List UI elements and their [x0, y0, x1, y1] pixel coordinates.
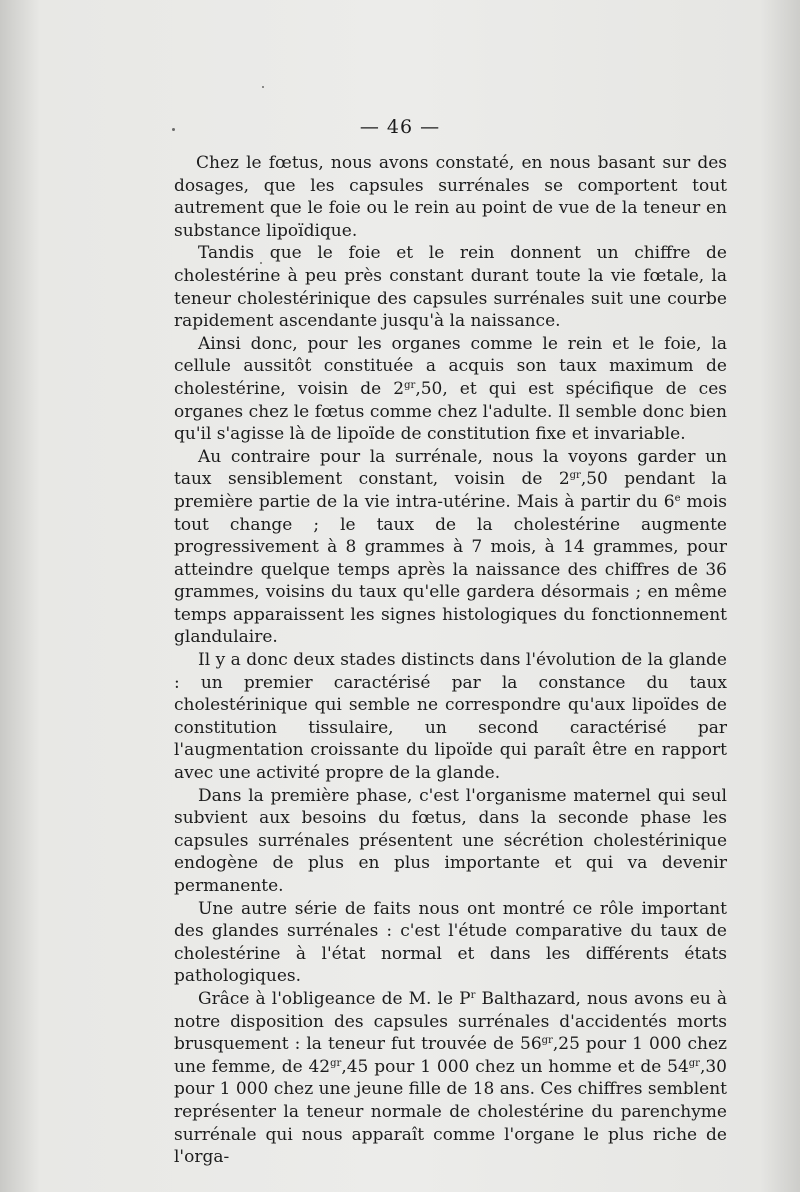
paragraph: Chez le fœtus, nous avons constaté, en nous basant sur des dosages, que les capsules surrénales se comportent tout autrement que le foie ou le rein au point de vue de la teneur en substance lipoïdique.: [174, 153, 727, 241]
paragraph: Une autre série de faits nous ont montré ce rôle important des glandes surrénales : c'est l'étude comparative du taux de cholestérine à l'état normal et dans les différents états pathologiques.: [174, 898, 727, 987]
paragraph: Il y a donc deux stades distincts dans l'évolution de la glande : un premier caractérisé par la constance du taux cholestérinique qui semble ne correspondre qu'aux lipoïdes de constitution tissulaire, un second caractérisé par l'augmentation croissante du lipoïde qui paraît être en rapport avec une activité propre de la glande.: [174, 650, 727, 784]
paragraph: Grâce à l'obligeance de M. le $P^r$ Balthazard, nous avons eu à notre disposition des capsules surrénales d'accidentés morts brusquement : la teneur fut trouvée de $56^{gr},25$ pour 1 000 chez une femme, de $42^{gr},45$ pour 1 000 chez un homme et de $54^{gr},30$ pour 1 000 chez une jeune fille de 18 ans. Ces chiffres semblent représenter la teneur normale de cholestérine du parenchyme surrénale qui nous apparaît comme l'organe le plus riche de l'orga-: [174, 988, 728, 1168]
paper-speck: [262, 86, 264, 88]
page-number: — 46 —: [359, 116, 441, 138]
body-text: [174, 152, 727, 1169]
paragraph: Au contraire pour la surrénale, nous la voyons garder un taux sensiblement constant, voisin de $2^{gr},50$ pendant la première partie de la vie intra-utérine. Mais à partir du 6e mois tout change ; le taux de la cholestérine augmente progressivement à 8 grammes à 7 mois, à 14 grammes, pour atteindre quelque temps après la naissance des chiffres de 36 grammes, voisins du taux qu'elle gardera désormais ; en même temps apparaissent les signes histologiques du fonctionnement glandulaire.: [174, 446, 727, 648]
paragraph: Ainsi donc, pour les organes comme le rein et le foie, la cellule aussitôt constituée a acquis son taux maximum de cholestérine, voisin de $2^{gr},50$, et qui est spécifique de ces organes chez le fœtus comme chez l'adulte. Il semble donc bien qu'il s'agisse là de lipoïde de constitution fixe et invariable.: [174, 333, 727, 445]
paragraph: Dans la première phase, c'est l'organisme maternel qui seul subvient aux besoins du fœtus, dans la seconde phase les capsules surrénales présentent une sécrétion cholestérinique endogène de plus en plus importante et qui va devenir permanente.: [174, 785, 727, 896]
paragraph: Tandis que le foie et le rein donnent un chiffre de cholestérine à peu près constant durant toute la vie fœtale, la teneur cholestérinique des capsules surrénales suit une courbe rapidement ascendante jusqu'à la naissance.: [174, 243, 727, 332]
